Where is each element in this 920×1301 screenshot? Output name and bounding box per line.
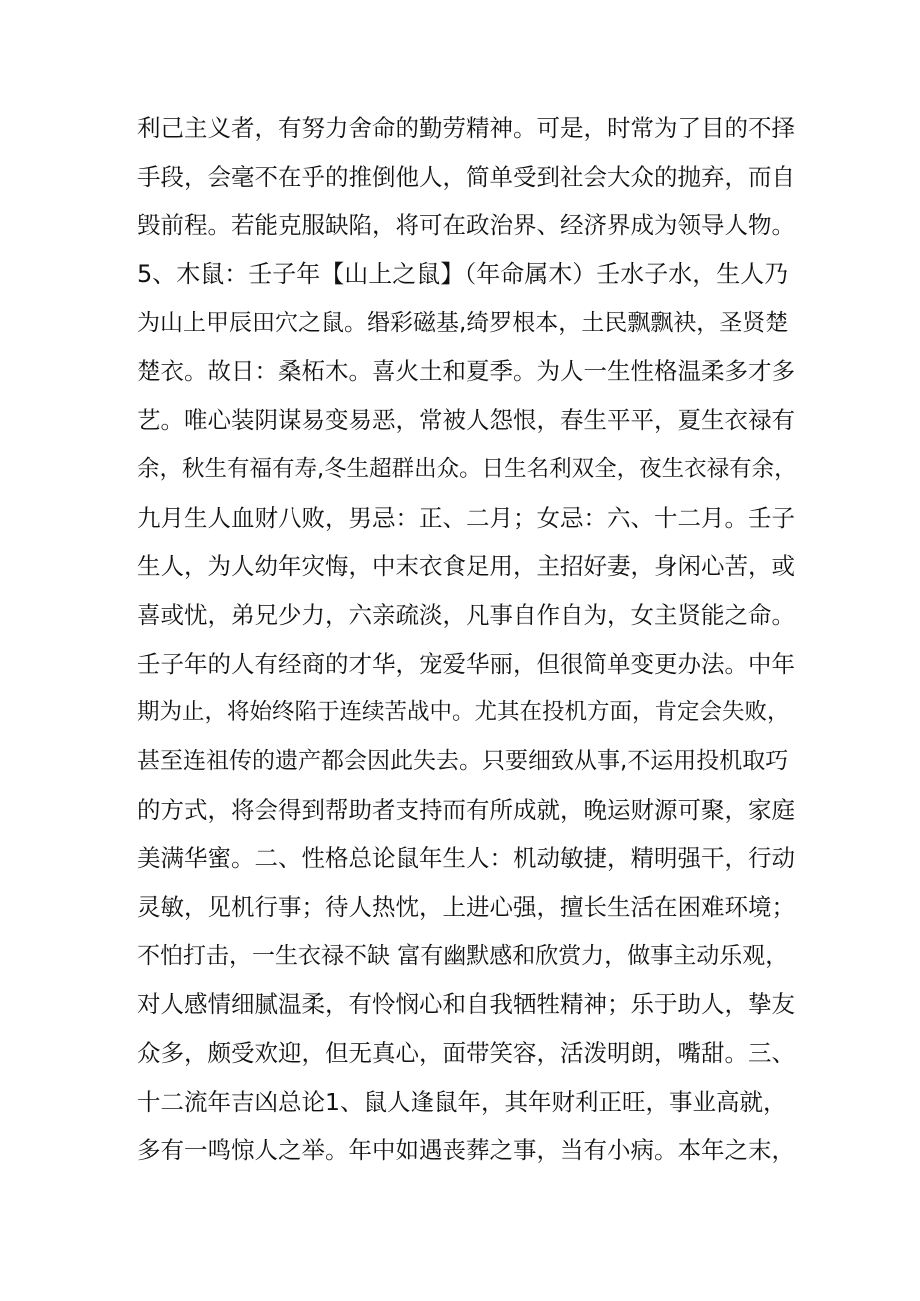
text-line: 生人，为人幼年灾悔，中末衣食足用，主招好妻，身闲心苦，或 (137, 552, 795, 581)
text-line: 毁前程。若能克服缺陷，将可在政治界、经济界成为领导人物。 (137, 211, 795, 240)
text-line: 壬子年的人有经商的才华，宠爱华丽，但很简单变更办法。中年 (137, 649, 795, 678)
text-line: 的方式，将会得到帮助者支持而有所成就，晚运财源可聚，家庭 (137, 795, 795, 824)
body-text (137, 104, 797, 1175)
text-line: 对人感情细腻温柔，有怜悯心和自我牺牲精神；乐于助人，挚友 (137, 990, 795, 1019)
text-line: 九月生人血财八败，男忌：正、二月；女忌：六、十二月。壬子 (137, 503, 795, 532)
text-line: 众多，颇受欢迎，但无真心，面带笑容，活泼明朗，嘴甜。三、 (137, 1039, 795, 1068)
text-line: 美满华蜜。二、性格总论鼠年生人：机动敏捷，精明强干，行动 (137, 844, 795, 873)
text-line: 多有一鸣惊人之举。年中如遇丧葬之事，当有小病。本年之末， (137, 1136, 795, 1165)
text-line: 甚至连祖传的遗产都会因此失去。只要细致从事,不运用投机取巧 (137, 747, 789, 774)
text-line: 期为止，将始终陷于连续苦战中。尤其在投机方面，肯定会失败， (137, 699, 790, 726)
text-line: 灵敏，见机行事；待人热忱，上进心强，擅长生活在困难环境； (137, 893, 795, 921)
text-line: 为山上甲辰田穴之鼠。缗彩磁基,绮罗根本，土民飘飘袂，圣贤楚 (137, 309, 789, 336)
text-line: 手段，会毫不在乎的推倒他人，简单受到社会大众的抛弃，而自 (137, 162, 795, 191)
text-line: 喜或忧，弟兄少力，六亲疏淡，凡事自作自为，女主贤能之命。 (137, 600, 795, 629)
text-line: 艺。唯心装阴谋易变易恶，常被人怨恨，春生平平，夏生衣禄有 (137, 406, 795, 435)
text-line: 十二流年吉凶总论1、鼠人逢鼠年，其年财利正旺，事业高就， (137, 1087, 787, 1116)
text-line: 楚衣。故日：桑柘木。喜火土和夏季。为人一生性格温柔多才多 (137, 357, 795, 386)
text-line: 不怕打击，一生衣禄不缺 富有幽默感和欣赏力，做事主动乐观， (137, 942, 789, 969)
text-line: 5、木鼠：壬子年【山上之鼠】（年命属木）壬水子水，生人乃 (137, 260, 789, 289)
text-line: 利己主义者，有努力舍命的勤劳精神。可是，时常为了目的不择 (137, 114, 795, 142)
text-line: 余，秋生有福有寿,冬生超群出众。日生名利双全，夜生衣禄有余， (137, 455, 797, 482)
